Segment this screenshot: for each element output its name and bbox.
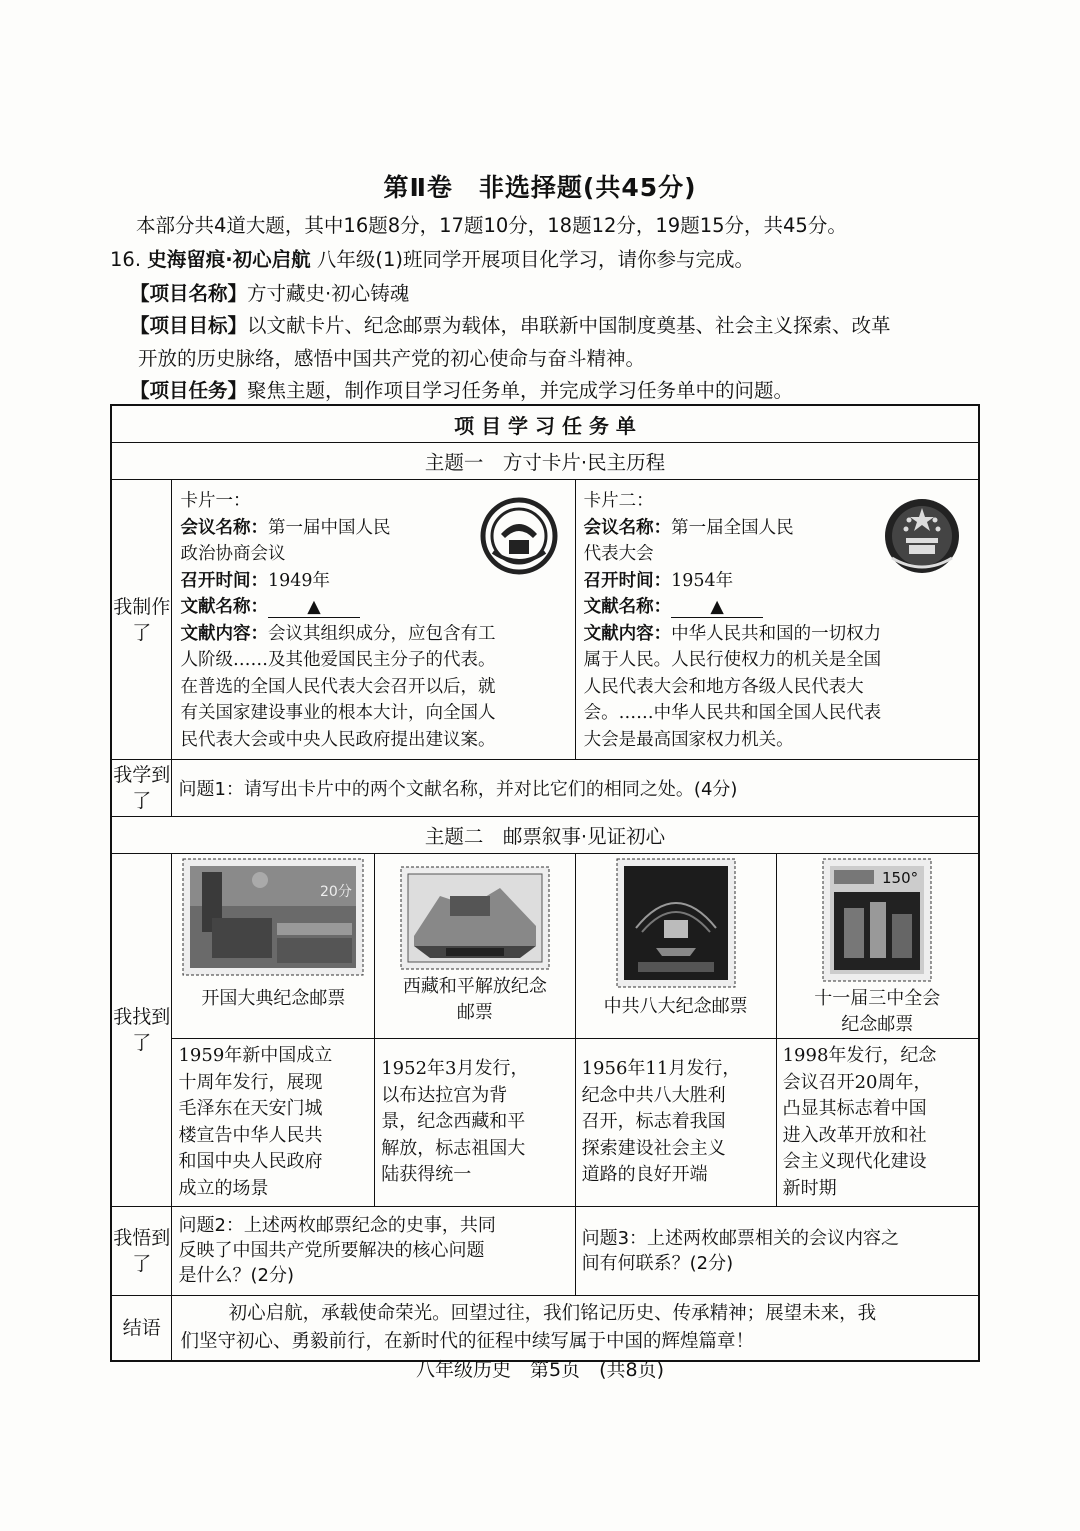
task-sheet-title: 项 目 学 习 任 务 单 [111,405,979,443]
stamp4-desc-3: 凸显其标志着中国 [782,1098,927,1119]
card1-content-5: 民代表大会或中央人民政府提出建议案。 [180,729,496,750]
card2-content-3: 人民代表大会和地方各级人民代表大 [583,676,864,697]
card1-content-label: 文献内容： [180,623,268,644]
card2-meeting-label: 会议名称： [583,517,672,538]
stamp2-description [375,1039,575,1207]
tibet-liberation-stamp-image [400,866,550,970]
card1-content-1: 会议其组织成分，应包含有工 [267,623,496,644]
card2-content-2: 属于人民。人民行使权力的机关是全国 [583,650,882,670]
project-name: 方寸藏史·初心铸魂 [247,282,410,305]
project-task-text: 聚焦主题，制作项目学习任务单，并完成学习任务单中的问题。 [247,379,794,402]
stamp3-desc-1: 1956年11月发行， [581,1058,741,1080]
conclusion-line1: 初心启航，承载使命荣光。回望过往，我们铭记历史、传承精神；展望未来，我 [228,1303,877,1324]
card1-content-4: 有关国家建设事业的根本大计，向全国人 [180,703,496,723]
label-found: 我找到了 [111,854,172,1207]
stamp3-description [575,1039,776,1207]
stamp1-description [172,1039,375,1207]
stamp1-value: 20分 [320,884,353,900]
project-task-label: 【项目任务】 [130,379,248,402]
question-2-line3: 是什么？(2分) [178,1265,294,1286]
project-goal-text1: 以文献卡片、纪念邮票为载体，串联新中国制度奠基、社会主义探索、改革 [247,314,891,337]
stamp2-desc-2: 以布达拉宫为背 [381,1084,508,1106]
stamp3-desc-2: 纪念中共八大胜利 [581,1084,726,1106]
card1-meeting-name: 第一届中国人民 [267,517,391,538]
stamp-founding-ceremony [172,854,375,1039]
stamp1-desc-3: 毛泽东在天安门城 [178,1098,323,1119]
third-plenum-stamp-image [822,858,932,982]
question-text: 八年级(1)班同学开展项目化学习，请你参与完成。 [316,248,754,271]
stamp4-caption [777,986,978,1038]
question-number: 16. [110,248,142,271]
question-1: 问题1：请写出卡片中的两个文献名称，并对比它们的相同之处。(4分) [172,760,979,817]
project-goal-label: 【项目目标】 [130,314,248,337]
stamp2-desc-4: 解放，标志祖国大 [381,1137,526,1159]
stamp2-caption [375,974,574,1026]
card-two [575,480,979,760]
stamp-tibet [375,854,575,1039]
card2-meeting-name: 第一届全国人民 [671,517,794,538]
stamp2-desc-1: 1952年3月发行， [381,1058,529,1080]
stamp2-caption-2: 邮票 [456,1002,493,1023]
label-conclusion: 结语 [111,1296,172,1362]
question-16-line [110,244,754,272]
stamp4-desc-1: 1998年发行，纪念 [782,1045,937,1066]
card1-title: 卡片一： [180,491,251,511]
stamp1-caption: 开国大典纪念邮票 [201,988,346,1009]
stamp1-desc-5: 和国中央人民政府 [178,1151,323,1172]
stamp3-caption: 中共八大纪念邮票 [603,996,748,1017]
label-made: 我制作了 [111,480,172,760]
question-3-line1: 问题3：上述两枚邮票相关的会议内容之 [581,1228,900,1249]
stamp2-caption-1: 西藏和平解放纪念 [402,976,547,997]
question-theme: 史海留痕·初心启航 [147,248,311,271]
card2-meeting-name-2: 代表大会 [583,544,654,564]
page-footer: 八年级历史 第5页 (共8页) [415,1359,664,1381]
stamp4-value: 150° [882,869,919,887]
section-title: 第Ⅱ卷 非选择题(共45分) [383,173,697,202]
task-sheet-table [110,404,980,1362]
theme2-title: 主题二 邮票叙事·见证初心 [111,817,979,854]
card2-time: 1954年 [671,570,734,591]
card1-time-label: 召开时间： [180,570,268,591]
label-realized: 我悟到了 [111,1207,172,1296]
stamp2-desc-3: 景，纪念西藏和平 [381,1111,526,1133]
project-task-line [130,375,793,403]
stamp4-caption-1: 十一届三中全会 [814,988,941,1009]
card2-content-4: 会。……中华人民共和国全国人民代表 [583,703,882,723]
question-3-line2: 间有何联系？(2分) [581,1253,734,1274]
card1-doc-label: 文献名称： [180,597,268,617]
cppcc-emblem-icon [479,496,559,576]
stamp1-desc-2: 十周年发行，展现 [178,1071,323,1093]
national-emblem-icon [882,496,962,576]
question-2-line2: 反映了中国共产党所要解决的核心问题 [178,1240,485,1261]
project-goal-line2: 开放的历史脉络，感悟中国共产党的初心使命与奋斗精神。 [138,347,646,370]
stamp1-desc-4: 楼宣告中华人民共 [178,1124,323,1146]
conclusion [172,1296,979,1362]
intro-text: 本部分共4道大题，其中16题8分，17题10分，18题12分，19题15分，共45分。 [136,214,847,237]
stamp1-desc-6: 成立的场景 [178,1177,269,1199]
stamp-third-plenum [776,854,979,1039]
card1-meeting-name-2: 政治协商会议 [180,544,286,564]
question-2 [172,1207,575,1296]
card1-time: 1949年 [267,570,331,591]
stamp1-desc-1: 1959年新中国成立 [178,1045,333,1066]
card-one [172,480,575,760]
card1-content-2: 人阶级……及其他爱国民主分子的代表。 [180,650,496,670]
eighth-congress-stamp-image [616,858,736,988]
stamp2-desc-5: 陆获得统一 [381,1164,472,1186]
stamp3-desc-3: 召开，标志着我国 [581,1111,726,1133]
card2-doc-label: 文献名称： [583,597,672,617]
card1-doc-blank: ▲ [268,597,360,618]
label-learned: 我学到了 [111,760,172,817]
card2-doc-blank: ▲ [671,597,763,618]
project-name-label: 【项目名称】 [130,282,248,305]
stamp4-desc-5: 会主义现代化建设 [782,1151,927,1172]
card2-content-1: 中华人民共和国的一切权力 [671,623,882,644]
card2-content-5: 大会是最高国家权力机关。 [583,729,794,750]
card2-title: 卡片二： [583,491,654,511]
stamp4-desc-2: 会议召开20周年， [782,1071,932,1093]
card2-content-label: 文献内容： [583,623,672,644]
theme1-title: 主题一 方寸卡片·民主历程 [111,443,979,480]
stamp3-desc-4: 探索建设社会主义 [581,1137,726,1159]
conclusion-line2: 们坚守初心、勇毅前行，在新时代的征程中续写属于中国的辉煌篇章！ [180,1331,754,1352]
stamp4-description [776,1039,979,1207]
question-3 [575,1207,979,1296]
card1-meeting-label: 会议名称： [180,517,268,538]
stamp4-desc-6: 新时期 [782,1177,837,1199]
stamp4-caption-2: 纪念邮票 [841,1014,914,1035]
project-name-line [130,278,409,306]
card2-time-label: 召开时间： [583,570,672,591]
question-2-line1: 问题2：上述两枚邮票纪念的史事，共同 [178,1215,496,1236]
card1-content-3: 在普选的全国人民代表大会召开以后，就 [180,676,496,697]
founding-ceremony-stamp-image [182,858,364,976]
stamp4-desc-4: 进入改革开放和社 [782,1124,927,1146]
stamp3-desc-5: 道路的良好开端 [581,1164,708,1186]
project-goal-line1 [130,310,891,338]
stamp-8th-congress [575,854,776,1039]
